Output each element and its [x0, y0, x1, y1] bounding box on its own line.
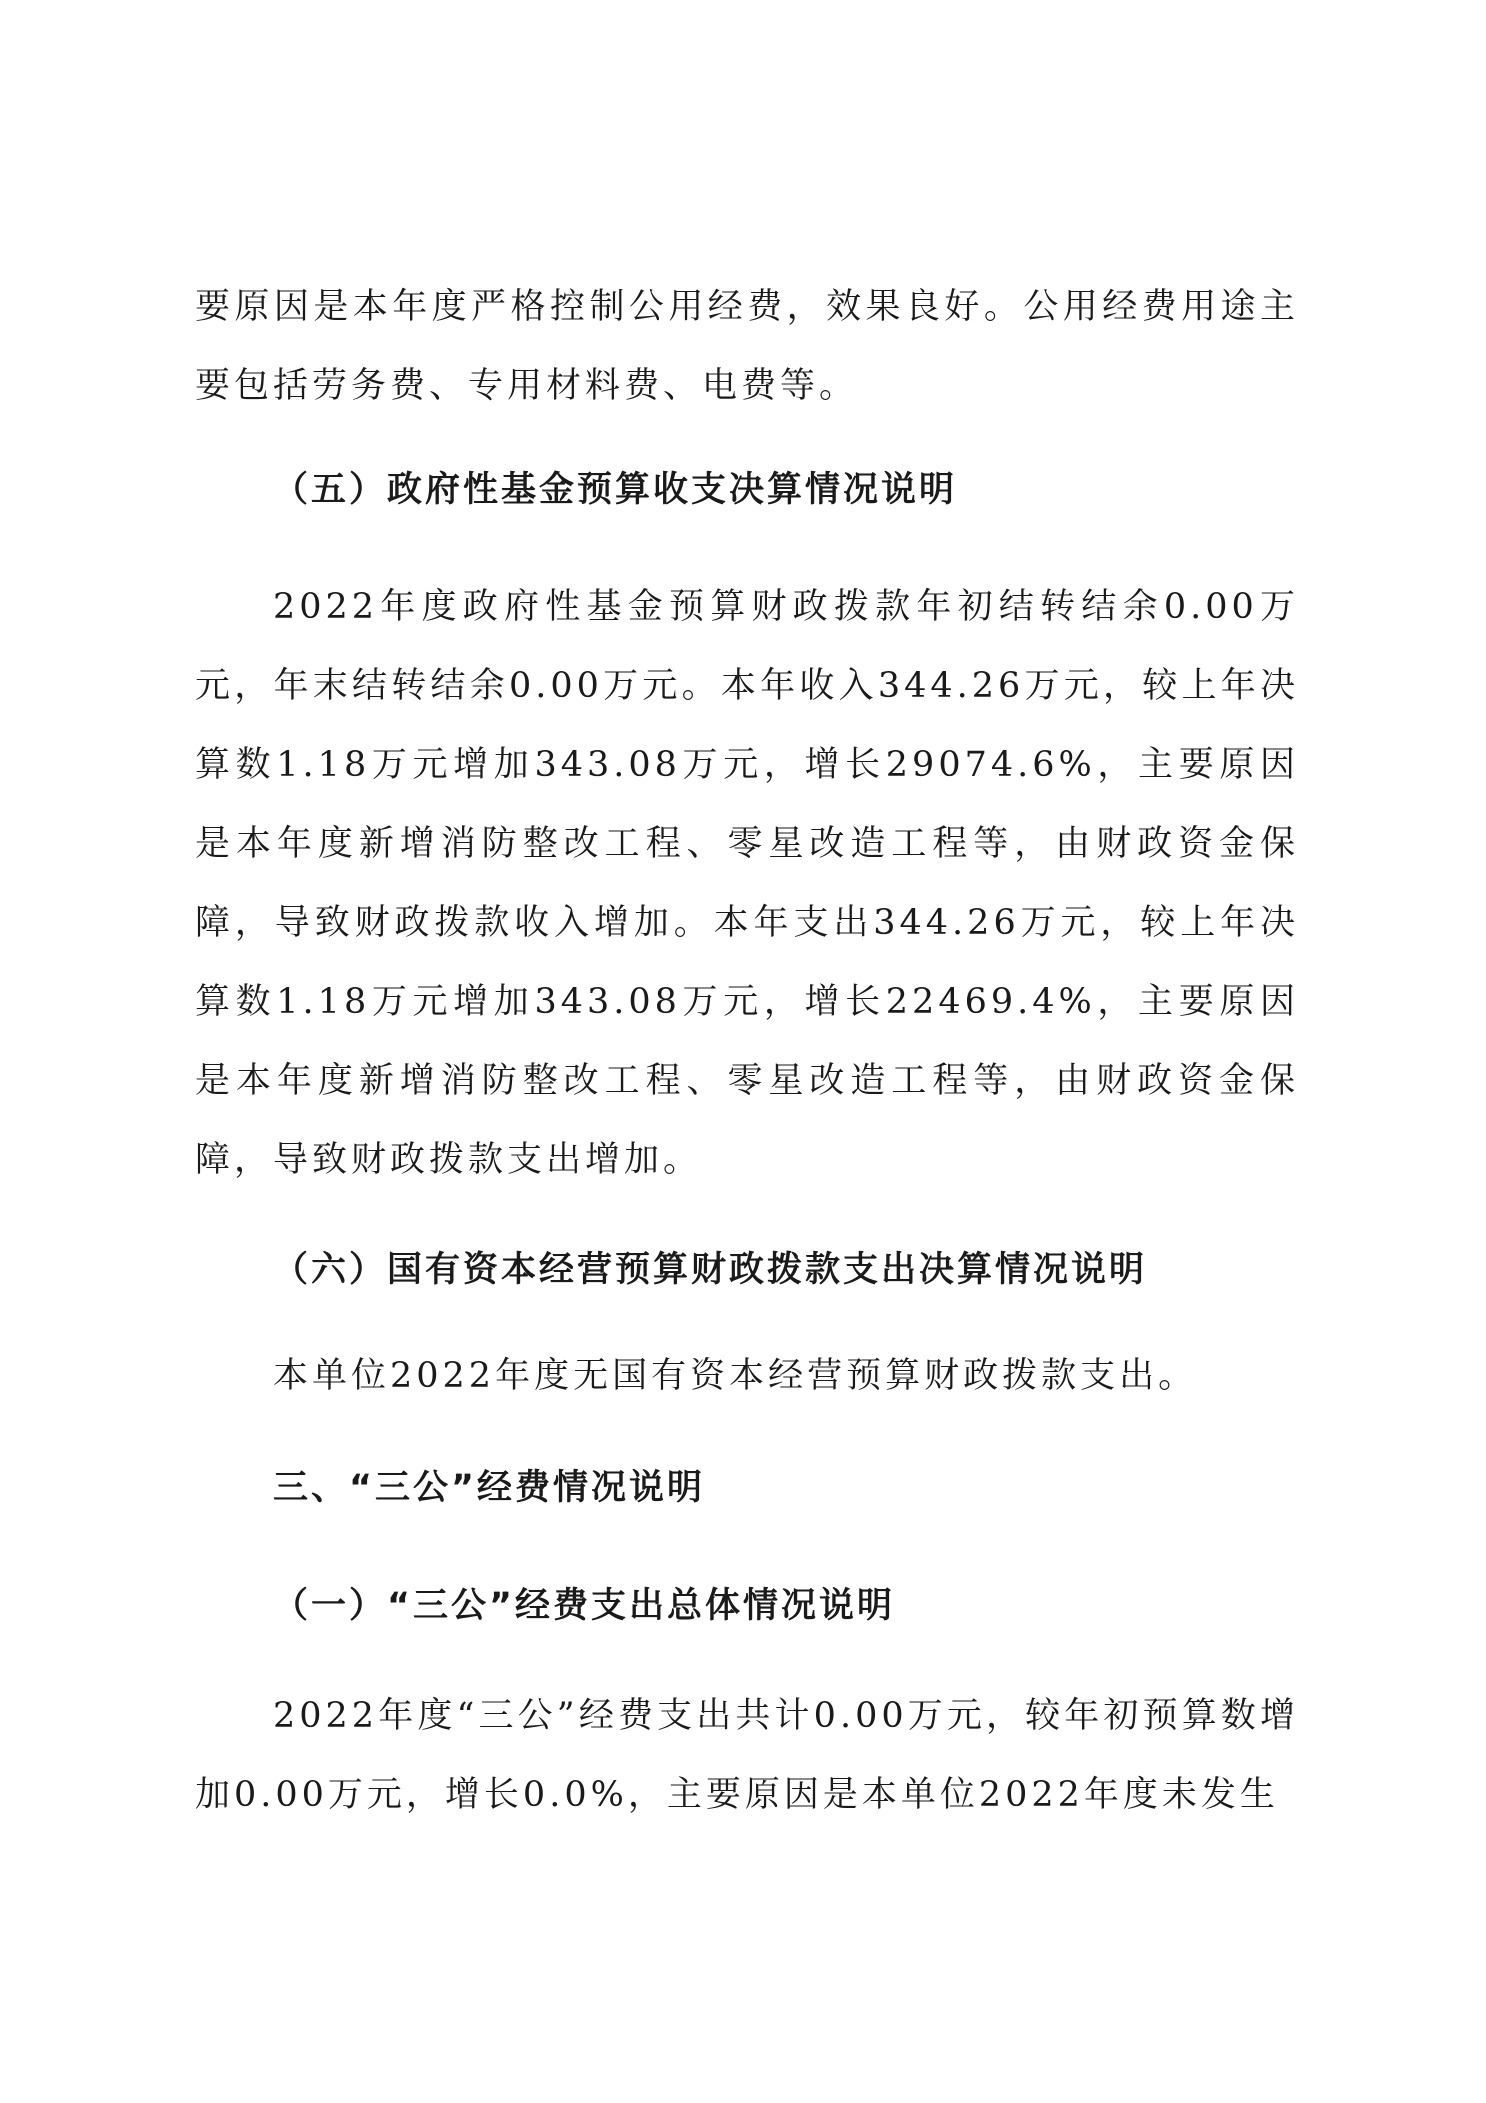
- heading-three-public-expenses-overall: （一）“三公”经费支出总体情况说明: [273, 1586, 896, 1626]
- intro-paragraph: 要原因是本年度严格控制公用经费，效果良好。公用经费用途主要包括劳务费、专用材料费、电费等。: [195, 287, 1299, 406]
- heading-state-capital-budget: （六）国有资本经营预算财政拨款支出决算情况说明: [273, 1250, 1148, 1290]
- paragraph-government-fund-budget: 2022年度政府性基金预算财政拨款年初结转结余0.00万元，年末结转结余0.00万元。本年收入344.26万元，较上年决算数1.18万元增加343.08万元，增长29074.6%，主要原因是本年度新增消防整改工程、零星改造工程等，由财政资金保障，导致财政拨款收入增加。本年支出344.26万元，较上年决算数1.18万元增加343.08万元，增长22469.4%，主要原因是本年度新增消防整改工程、零星改造工程等，由财政资金保障，导致财政拨款支出增加。: [195, 587, 1299, 1180]
- paragraph-three-public-expenses-overall: 2022年度“三公”经费支出共计0.00万元，较年初预算数增加0.00万元，增长0.0%，主要原因是本单位2022年度未发生: [195, 1696, 1299, 1815]
- heading-government-fund-budget: （五）政府性基金预算收支决算情况说明: [273, 470, 958, 510]
- section-three-public-expenses-title: 三、“三公”经费情况说明: [273, 1468, 706, 1508]
- paragraph-state-capital-budget: 本单位2022年度无国有资本经营预算财政拨款支出。: [273, 1356, 1198, 1396]
